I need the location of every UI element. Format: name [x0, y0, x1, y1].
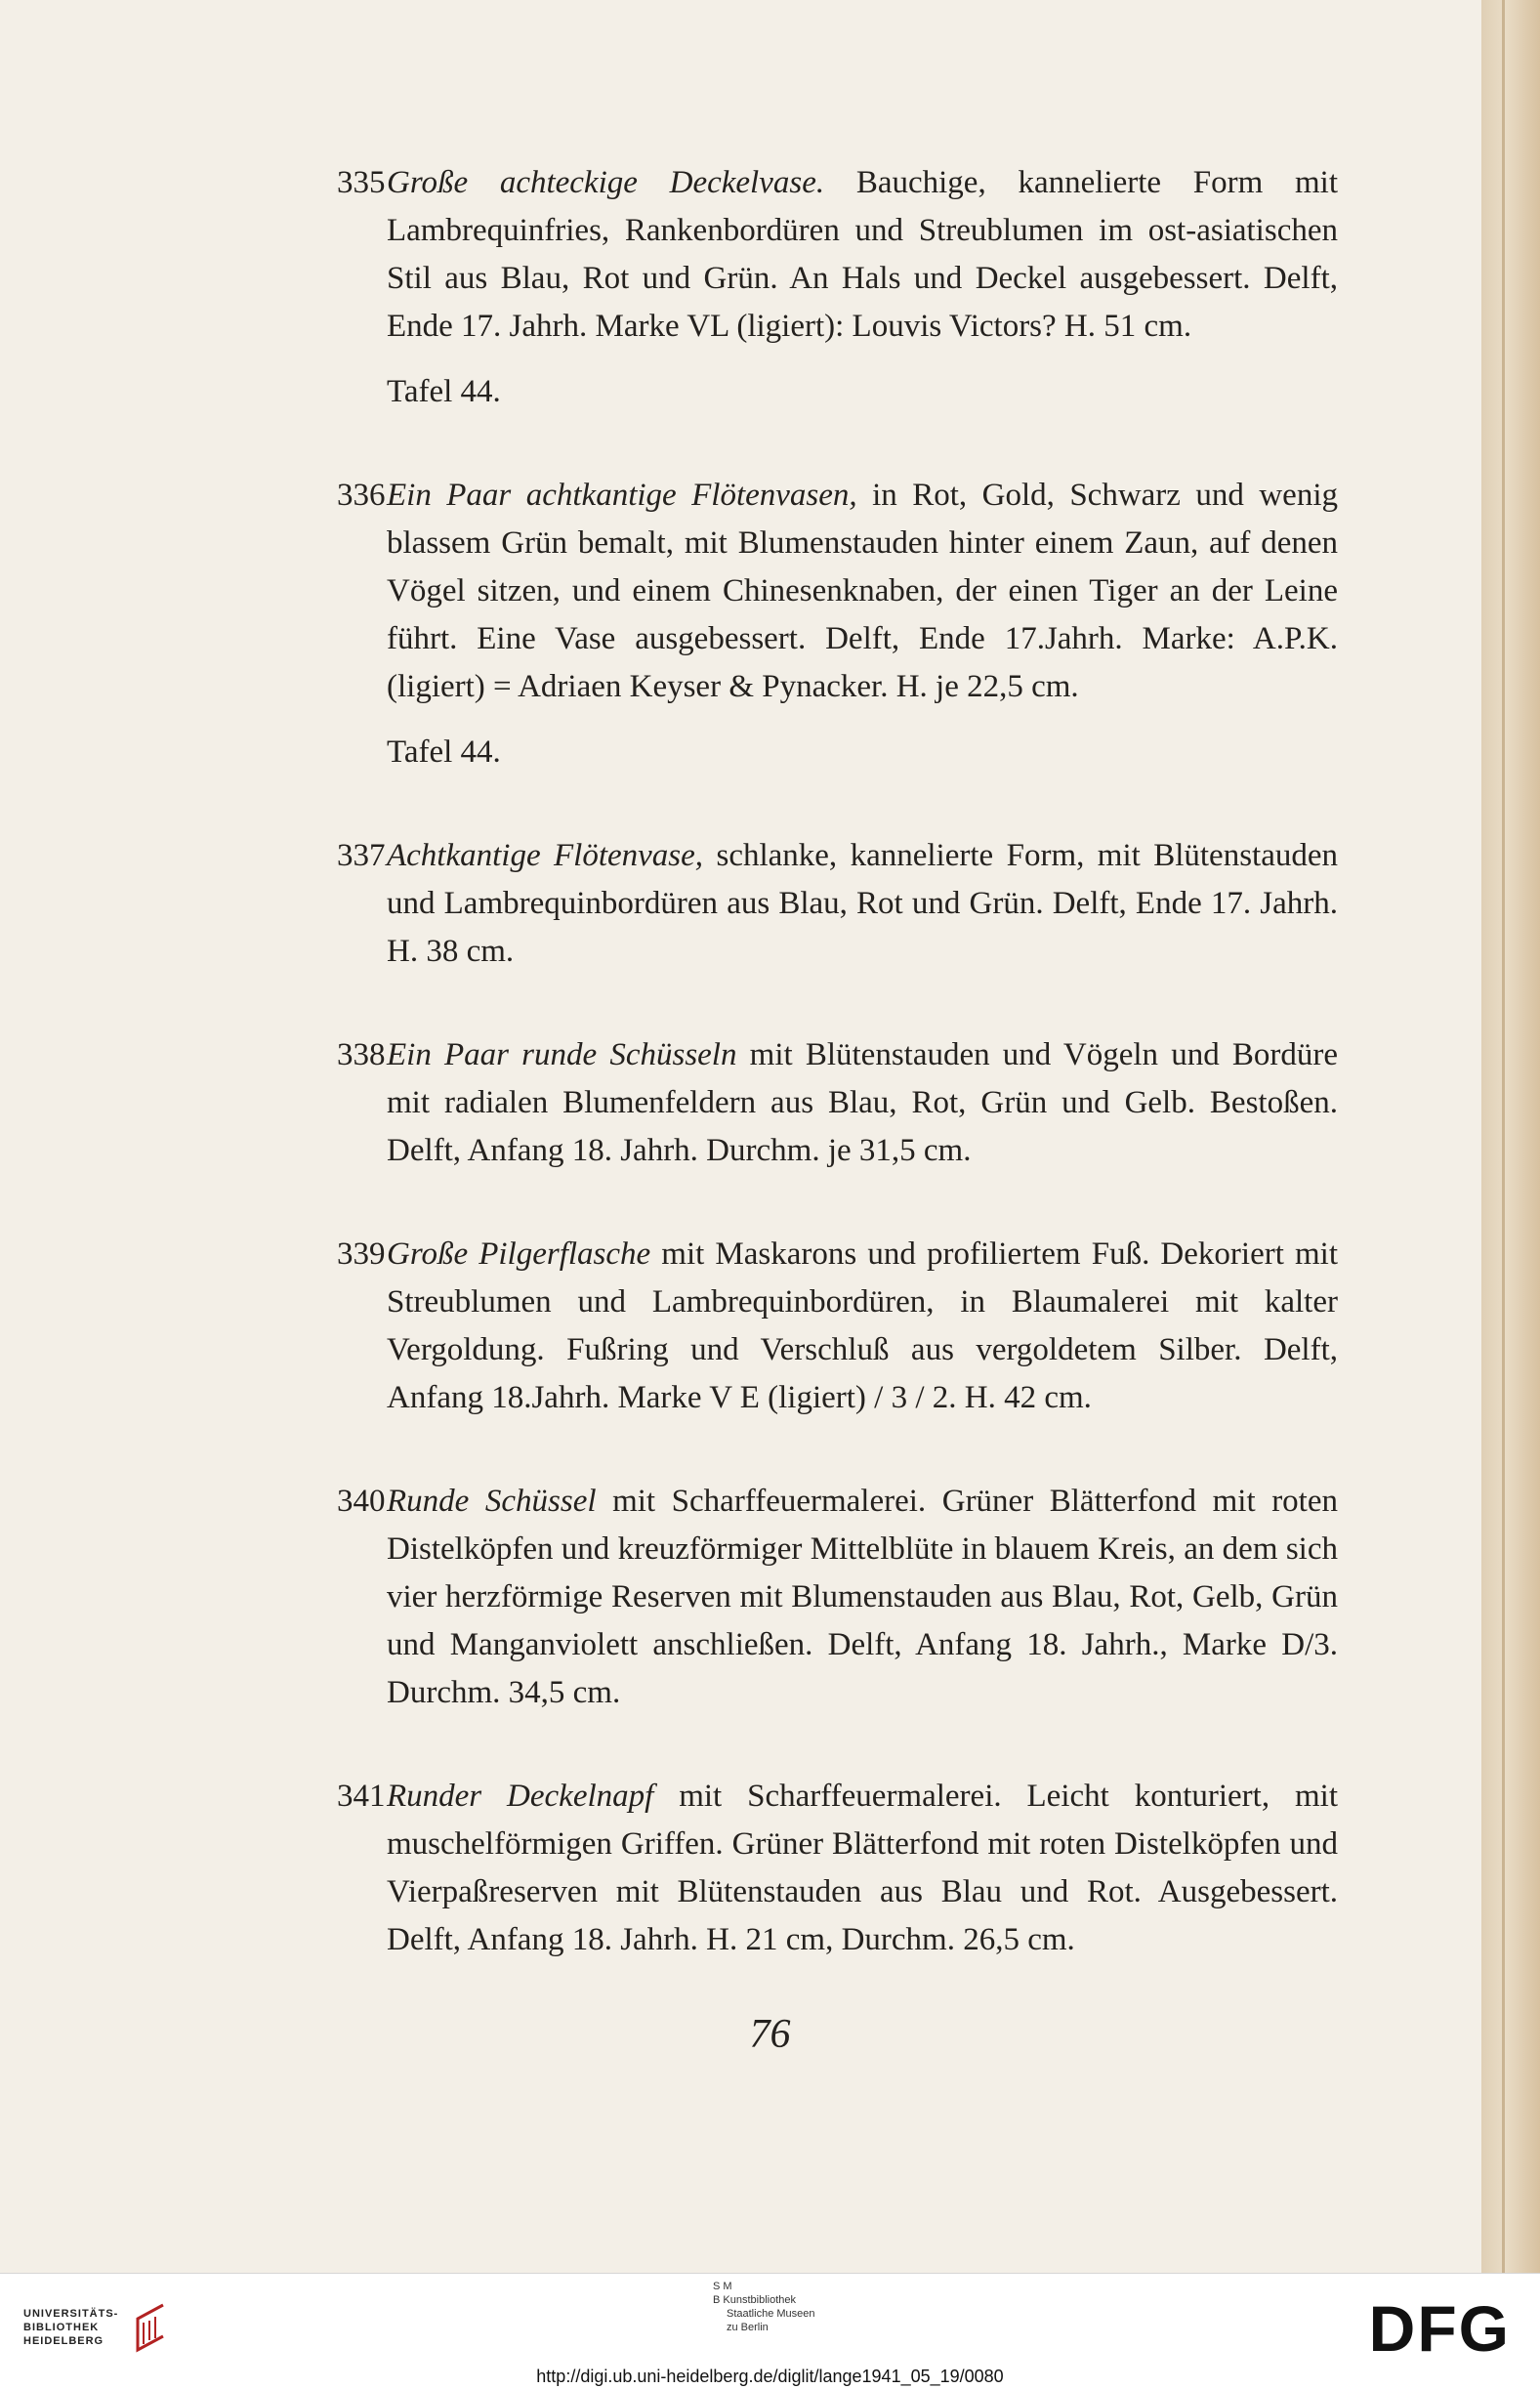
entry-title: Ein Paar runde Schüsseln — [387, 1037, 737, 1072]
university-library-logo[interactable] — [23, 2301, 169, 2354]
catalog-entry-339 — [337, 1231, 1338, 1422]
page-number: 76 — [749, 2012, 791, 2057]
plate-reference: Tafel 44. — [387, 374, 501, 409]
entry-title: Runde Schüssel — [387, 1484, 597, 1519]
entry-number: 338 — [337, 1037, 386, 1072]
entry-number: 340 — [337, 1484, 386, 1519]
entry-number: 339 — [337, 1236, 386, 1272]
catalog-entry-335 — [337, 159, 1338, 416]
catalog-entry-340 — [337, 1478, 1338, 1717]
entry-text: mit Scharffeuermalerei. Leicht konturiert, mit muschelförmigen Griffen. Grüner Blätterfond mit roten Distelköpfen und Vierpaßreserven mit Blütenstauden aus Blau und Rot. Ausgebessert. Delft, Anfang 18. Jahrh. H. 21 cm, Durchm. 26,5 cm. — [387, 1779, 1338, 1957]
dfg-logo[interactable]: DFG — [1368, 2292, 1511, 2365]
catalog-entry-341 — [337, 1773, 1338, 1964]
entry-text: schlanke, kannelierte Form, mit Blütenstauden und Lambrequinbordüren aus Blau, Rot und Grün. Delft, Ende 17. Jahrh. H. 38 cm. — [387, 838, 1338, 969]
entry-title: Achtkantige Flötenvase, — [387, 838, 704, 873]
entry-title: Ein Paar achtkantige Flötenvasen, — [387, 478, 857, 513]
university-library-name: UNIVERSITÄTS- BIBLIOTHEK HEIDELBERG — [23, 2308, 119, 2347]
entry-number: 335 — [337, 165, 386, 200]
entry-number: 337 — [337, 838, 386, 873]
heidelberg-emblem-icon — [126, 2301, 169, 2354]
entry-title: Runder Deckelnapf — [387, 1779, 654, 1814]
plate-reference: Tafel 44. — [387, 734, 501, 770]
book-page-edge — [1481, 0, 1540, 2273]
entry-number: 341 — [337, 1779, 386, 1814]
source-url-link[interactable]: http://digi.ub.uni-heidelberg.de/diglit/lange1941_05_19/0080 — [536, 2367, 1004, 2386]
sm-kunstbibliothek-logo[interactable]: S M B Kunstbibliothek Staatliche Museen zu Berlin — [713, 2281, 815, 2333]
entry-text: mit Blütenstauden und Vögeln und Bordüre mit radialen Blumenfeldern aus Blau, Rot, Grün und Gelb. Bestoßen. Delft, Anfang 18. Jahrh. Durchm. je 31,5 cm. — [387, 1037, 1338, 1168]
entry-text: mit Scharffeuermalerei. Grüner Blätterfond mit roten Distelköpfen und kreuzförmiger Mittelblüte in blauem Kreis, an dem sich vier herzförmige Reserven mit Blumenstauden aus Blau, Rot, Gelb, Grün und Manganviolett anschließen. Delft, Anfang 18. Jahrh., Marke D/3. Durchm. 34,5 cm. — [387, 1484, 1338, 1710]
catalog-entry-336 — [337, 472, 1338, 776]
entry-text: in Rot, Gold, Schwarz und wenig blassem Grün bemalt, mit Blumenstauden hinter einem Zaun, auf denen Vögel sitzen, und einem Chinesenknaben, der einen Tiger an der Leine führt. Eine Vase ausgebessert. Delft, Ende 17.Jahrh. Marke: A.P.K. (ligiert) = Adriaen Keyser & Pynacker. H. je 22,5 cm. — [387, 478, 1338, 704]
catalog-entries — [337, 159, 1338, 2020]
catalog-entry-338 — [337, 1031, 1338, 1175]
entry-title: Große Pilgerflasche — [387, 1236, 651, 1272]
entry-text: Bauchige, kannelierte Form mit Lambrequinfries, Rankenbordüren und Streublumen im ost-asiatischen Stil aus Blau, Rot und Grün. An Hals und Deckel ausgebessert. Delft, Ende 17. Jahrh. Marke VL (ligiert): Louvis Victors? H. 51 cm. — [387, 165, 1338, 344]
entry-text: mit Maskarons und profiliertem Fuß. Dekoriert mit Streublumen und Lambrequinbordüren, in Blaumalerei mit kalter Vergoldung. Fußring und Verschluß aus vergoldetem Silber. Delft, Anfang 18.Jahrh. Marke V E (ligiert) / 3 / 2. H. 42 cm. — [387, 1236, 1339, 1415]
footer-bar — [0, 2273, 1540, 2389]
page-edge-line — [1502, 0, 1505, 2273]
entry-number: 336 — [337, 478, 386, 513]
catalog-entry-337 — [337, 832, 1338, 976]
entry-title: Große achteckige Deckelvase. — [387, 165, 825, 200]
